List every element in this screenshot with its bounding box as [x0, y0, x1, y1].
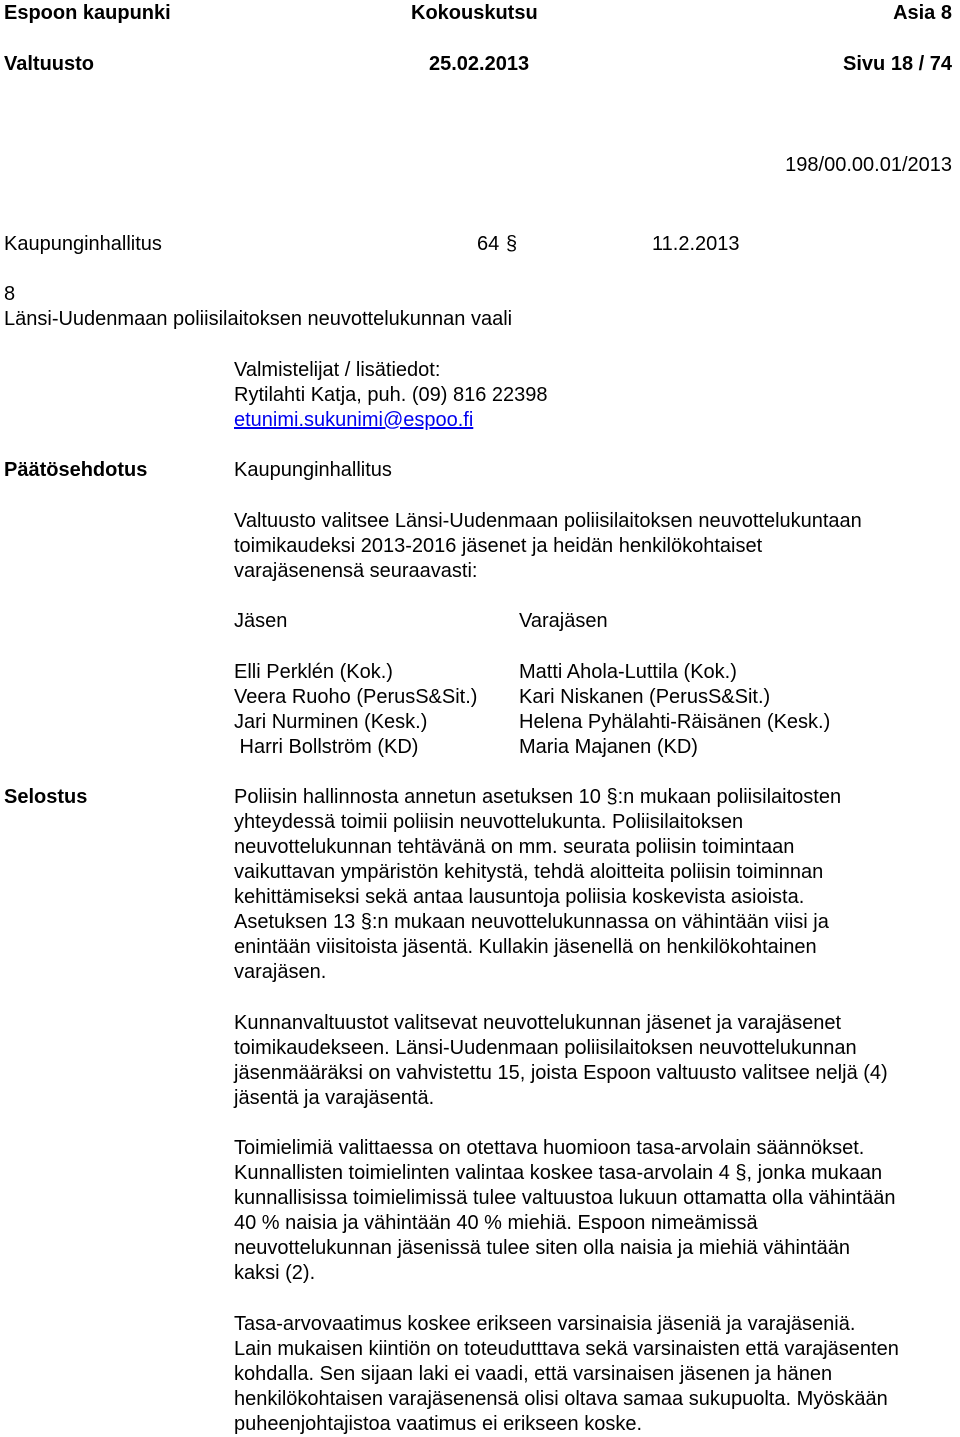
preparers-email-link[interactable]: etunimi.sukunimi@espoo.fi — [234, 409, 474, 431]
text-line: Tasa-arvovaatimus koskee erikseen varsinaisia jäseniä ja varajäseniä. — [234, 1313, 856, 1335]
proposal-proposer: Kaupunginhallitus — [234, 459, 392, 481]
header-item: Asia 8 — [893, 2, 952, 24]
text-line: kaksi (2). — [234, 1262, 316, 1284]
deputy-name: Helena Pyhälahti-Räisänen (Kesk.) — [519, 711, 831, 733]
text-line: jäsenmääräksi on vahvistettu 15, joista Espoon valtuusto valitsee neljä (4) — [234, 1062, 888, 1084]
deputy-name: Matti Ahola-Luttila (Kok.) — [519, 661, 737, 683]
text-line: Lain mukaisen kiintiön on toteudutttava sekä varsinaisten että varajäsenten — [234, 1338, 899, 1360]
member-name: Elli Perklén (Kok.) — [234, 661, 393, 683]
statement-paragraph-2 — [234, 1011, 958, 1111]
text-line: neuvottelukunnan tehtävänä on mm. seurata poliisin toimintaan — [234, 836, 795, 858]
text-line: toimikaudeksi 2013-2016 jäsenet ja heidän henkilökohtaiset — [234, 535, 763, 557]
deputy-name: Maria Majanen (KD) — [519, 736, 698, 758]
text-line: Kunnanvaltuustot valitsevat neuvottelukunnan jäsenet ja varajäsenet — [234, 1012, 842, 1034]
text-line: puheenjohtajistoa vaatimus ei erikseen koske. — [234, 1413, 643, 1435]
deputy-name: Kari Niskanen (PerusS&Sit.) — [519, 686, 771, 708]
statement-label: Selostus — [4, 786, 88, 808]
text-line: toimikaudekseen. Länsi-Uudenmaan poliisilaitoksen neuvottelukunnan — [234, 1037, 857, 1059]
text-line: henkilökohtaisen varajäsenensä olisi oltava samaa sukupuolta. Myöskään — [234, 1388, 888, 1410]
preparers-contact: Rytilahti Katja, puh. (09) 816 22398 — [234, 384, 548, 406]
header-doc-type: Kokouskutsu — [411, 2, 538, 24]
member-name: Harri Bollström (KD) — [234, 736, 419, 758]
proposal-text — [234, 509, 958, 584]
text-line: yhteydessä toimii poliisin neuvottelukunta. Poliisilaitoksen — [234, 811, 744, 833]
text-line: 40 % naisia ja vähintään 40 % miehiä. Espoon nimeämissä — [234, 1212, 758, 1234]
text-line: Valtuusto valitsee Länsi-Uudenmaan poliisilaitoksen neuvottelukuntaan — [234, 510, 862, 532]
header-page: Sivu 18 / 74 — [843, 53, 952, 75]
statement-paragraph-3 — [234, 1136, 958, 1286]
member-name: Veera Ruoho (PerusS&Sit.) — [234, 686, 478, 708]
text-line: varajäsen. — [234, 961, 327, 983]
board-date: 11.2.2013 — [652, 233, 740, 255]
header-date: 25.02.2013 — [429, 53, 530, 75]
preparers-label: Valmistelijat / lisätiedot: — [234, 359, 441, 381]
statement-paragraph-1 — [234, 785, 958, 985]
text-line: varajäsenensä seuraavasti: — [234, 560, 478, 582]
item-number: 8 — [4, 283, 16, 305]
proposal-label: Päätösehdotus — [4, 459, 148, 481]
item-title: Länsi-Uudenmaan poliisilaitoksen neuvottelukunnan vaali — [4, 308, 513, 330]
member-name: Jari Nurminen (Kesk.) — [234, 711, 428, 733]
text-line: kehittämiseksi sekä antaa lausuntoja poliisia koskevista asioista. — [234, 886, 805, 908]
board-number: 64 — [477, 233, 500, 255]
text-line: neuvottelukunnan jäsenissä tulee siten olla naisia ja miehiä vähintään — [234, 1237, 850, 1259]
text-line: enintään viisitoista jäsentä. Kullakin jäsenellä on henkilökohtainen — [234, 936, 817, 958]
deputy-column-header: Varajäsen — [519, 610, 608, 632]
member-column-header: Jäsen — [234, 610, 288, 632]
header-body: Valtuusto — [4, 53, 95, 75]
text-line: Poliisin hallinnosta annetun asetuksen 10 §:n mukaan poliisilaitosten — [234, 786, 842, 808]
reference-number: 198/00.00.01/2013 — [785, 154, 952, 176]
statement-paragraph-4 — [234, 1312, 958, 1437]
text-line: Toimielimiä valittaessa on otettava huomioon tasa-arvolain säännökset. — [234, 1137, 865, 1159]
text-line: Asetuksen 13 §:n mukaan neuvottelukunnassa on vähintään viisi ja — [234, 911, 829, 933]
text-line: kohdalla. Sen sijaan laki ei vaadi, että varsinaisen jäsenen ja hänen — [234, 1363, 833, 1385]
text-line: jäsentä ja varajäsentä. — [234, 1087, 435, 1109]
board-name: Kaupunginhallitus — [4, 233, 162, 255]
text-line: vaikuttavan ympäristön kehitystä, tehdä aloitteita poliisin toiminnan — [234, 861, 824, 883]
text-line: Kunnallisten toimielinten valintaa koskee tasa-arvolain 4 §, jonka mukaan — [234, 1162, 883, 1184]
section-symbol: § — [506, 233, 518, 255]
text-line: kunnallisissa toimielimissä tulee valtuustoa lukuun ottamatta olla vähintään — [234, 1187, 896, 1209]
header-org: Espoon kaupunki — [4, 2, 171, 24]
